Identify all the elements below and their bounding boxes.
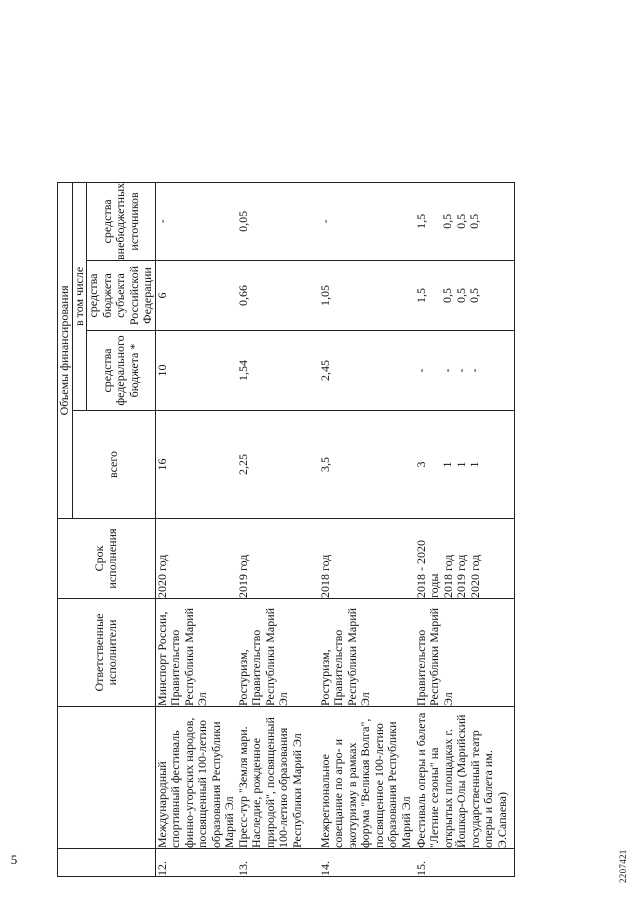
row-number: 14. xyxy=(319,849,415,877)
event-name: Фестиваль оперы и балета "Летние сезоны" на открытых площадках г. Йошкар-Олы (Марийский государственный театр оперы и балета им. Э.Сапаева) xyxy=(415,707,515,849)
federal-value: - xyxy=(467,368,481,373)
table-header-including: в том числе xyxy=(72,182,87,410)
row-number: 13. xyxy=(237,849,319,877)
table-header-total: всего xyxy=(72,411,155,519)
event-term: 2018 - 2020 годы xyxy=(413,540,441,598)
event-name: Международный спортивный фестиваль финно-угорских народов, посвященный 100-летию образования Республики Марий Эл xyxy=(155,707,237,849)
total-value: 1 xyxy=(453,461,468,468)
regional-value: 1,05 xyxy=(319,261,415,331)
table-header-regional: средства бюджета субъекта Российской Федерации xyxy=(87,261,156,331)
extrabudget-value-list xyxy=(415,182,515,260)
event-name: Пресс-тур "Земля мари. Наследие, рожденное природой", посвященный 100-летию образования Республики Марий Эл xyxy=(237,707,319,849)
extrabudget-value: 1,5 xyxy=(413,213,428,229)
table-row xyxy=(415,182,515,876)
row-number: 15. xyxy=(415,849,515,877)
federal-value: - xyxy=(440,368,454,373)
total-value-list xyxy=(415,411,515,519)
federal-value-list xyxy=(415,331,515,411)
event-name: Межрегиональное совещание по агро- и экотуризму в рамках форума "Великая Волга", посвященное 100-летию образования Республики Марий Эл xyxy=(319,707,415,849)
table-row xyxy=(319,182,415,876)
regional-value: 0,5 xyxy=(467,288,481,303)
total-value: 1 xyxy=(467,461,481,468)
table-header-financing: Объемы финансирования xyxy=(58,182,73,518)
table-row xyxy=(155,182,237,876)
table-header-federal: средства федерального бюджета * xyxy=(87,331,156,411)
table-header-number xyxy=(58,849,156,877)
total-value: 1 xyxy=(440,461,454,468)
federal-value: 1,54 xyxy=(237,331,319,411)
event-term-list xyxy=(415,519,515,599)
event-term: 2019 год xyxy=(454,554,468,598)
event-term: 2018 год xyxy=(319,519,415,599)
extrabudget-value: 0,05 xyxy=(237,182,319,260)
total-value: 3,5 xyxy=(319,411,415,519)
regional-value: 0,66 xyxy=(237,261,319,331)
event-executors: Минспорт России, Правительство Республики Марий Эл xyxy=(155,599,237,707)
event-executors: Правительство Республики Марий Эл xyxy=(415,599,515,707)
regional-value: 6 xyxy=(155,261,237,331)
regional-value-list xyxy=(415,261,515,331)
table-row xyxy=(237,182,319,876)
event-executors: Ростуризм, Правительство Республики Марий Эл xyxy=(319,599,415,707)
extrabudget-value: 0,5 xyxy=(453,213,468,229)
event-term: 2018 год xyxy=(440,554,455,598)
regional-value: 1,5 xyxy=(413,288,428,303)
federal-value: - xyxy=(453,368,468,373)
extrabudget-value: - xyxy=(319,182,415,260)
table-header-executors: Ответственные исполнители xyxy=(58,599,156,707)
extrabudget-value: - xyxy=(155,182,237,260)
event-term: 2020 год xyxy=(155,519,237,599)
federal-value: - xyxy=(413,368,428,373)
financing-table xyxy=(57,182,515,877)
event-term: 2019 год xyxy=(237,519,319,599)
page-number: 5 xyxy=(10,852,18,867)
total-value: 3 xyxy=(413,461,428,468)
federal-value: 2,45 xyxy=(319,331,415,411)
table-header-extrabudget: средства внебюджетных источников xyxy=(87,182,156,260)
total-value: 16 xyxy=(155,411,237,519)
regional-value: 0,5 xyxy=(453,288,468,303)
document-code: 2207421 xyxy=(618,849,628,883)
extrabudget-value: 0,5 xyxy=(440,213,454,229)
row-number: 12. xyxy=(155,849,237,877)
table-header-name xyxy=(58,707,156,849)
federal-value: 10 xyxy=(155,331,237,411)
event-executors: Ростуризм, Правительство Республики Марий Эл xyxy=(237,599,319,707)
extrabudget-value: 0,5 xyxy=(467,213,481,229)
regional-value: 0,5 xyxy=(440,288,454,303)
total-value: 2,25 xyxy=(237,411,319,519)
table-header-term: Срок исполнения xyxy=(58,519,156,599)
event-term: 2020 год xyxy=(467,554,482,598)
